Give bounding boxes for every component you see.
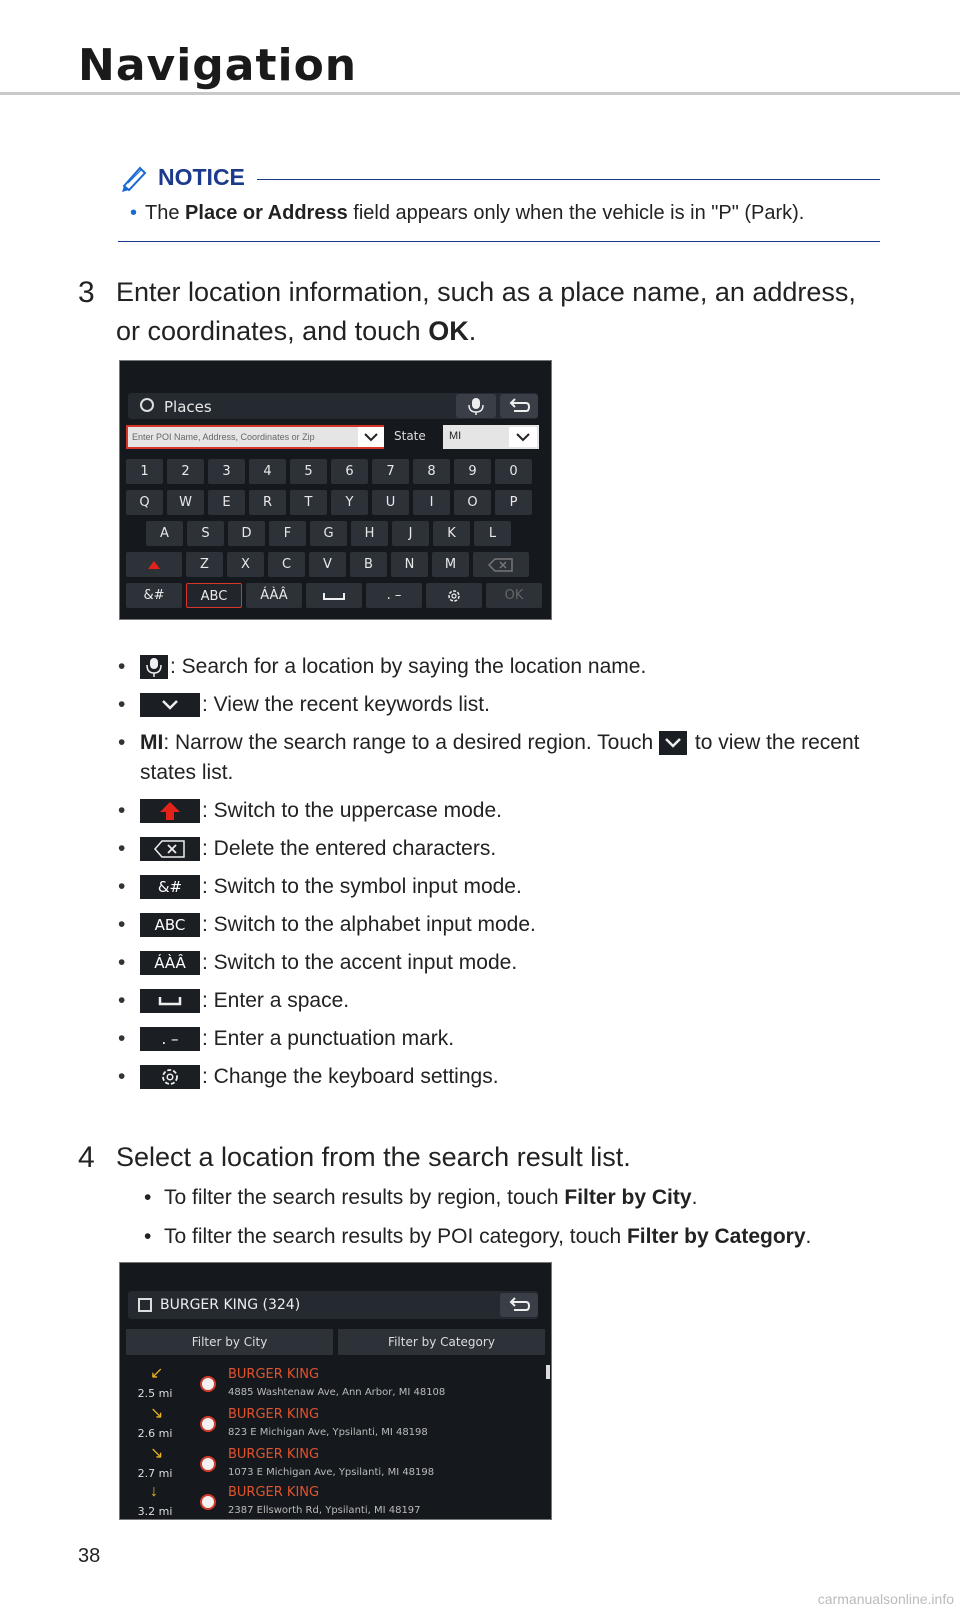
step-4	[78, 1138, 878, 1177]
recent-keywords-dropdown[interactable]	[358, 427, 384, 447]
key[interactable]: M	[432, 552, 469, 577]
key[interactable]: U	[372, 490, 409, 515]
space-key[interactable]	[306, 583, 362, 608]
key[interactable]: Z	[186, 552, 223, 577]
pencil-icon	[118, 162, 152, 192]
step-text: Enter location information, such as a place name, an address, or coordinates, and touch OK.	[116, 277, 856, 346]
list-item: • : View the recent keywords list.	[118, 690, 898, 720]
microphone-button[interactable]	[456, 394, 496, 418]
accent-mode-icon: ÁÀÂ	[140, 951, 200, 975]
result-row[interactable]	[128, 1483, 538, 1520]
chevron-down-icon	[509, 427, 537, 447]
result-name: BURGER KING	[228, 1367, 320, 1382]
key[interactable]: A	[146, 521, 183, 546]
gear-icon	[446, 588, 462, 604]
key[interactable]: Q	[126, 490, 163, 515]
key[interactable]: 4	[249, 459, 286, 484]
step-text: Select a location from the search result list.	[116, 1142, 631, 1172]
key-row-q	[126, 490, 536, 515]
list-item: • . – : Enter a punctuation mark.	[118, 1024, 898, 1054]
result-address: 4885 Washtenaw Ave, Ann Arbor, MI 48108	[228, 1387, 446, 1398]
key[interactable]: E	[208, 490, 245, 515]
key-row-z	[126, 552, 533, 577]
microphone-icon	[140, 655, 168, 679]
key[interactable]: B	[350, 552, 387, 577]
space-icon	[140, 989, 200, 1013]
alphabet-mode-icon: ABC	[140, 913, 200, 937]
key[interactable]: 8	[413, 459, 450, 484]
back-button[interactable]	[500, 1293, 538, 1317]
key[interactable]: O	[454, 490, 491, 515]
list-item: • ABC : Switch to the alphabet input mode.	[118, 910, 898, 940]
header-divider	[0, 92, 960, 95]
symbol-mode-icon: &#	[140, 875, 200, 899]
key[interactable]: K	[433, 521, 470, 546]
search-results-screen	[119, 1262, 552, 1520]
settings-key[interactable]	[426, 583, 482, 608]
footer-watermark: carmanualsonline.info	[817, 1591, 954, 1607]
list-item: • : Search for a location by saying the location name.	[118, 652, 898, 682]
poi-search-input[interactable]: Enter POI Name, Address, Coordinates or Zip	[126, 425, 384, 449]
notice-bottom-rule	[118, 241, 880, 242]
symbol-mode-key[interactable]: &#	[126, 583, 182, 608]
key[interactable]: S	[187, 521, 224, 546]
key[interactable]: D	[228, 521, 265, 546]
direction-arrow-icon: ↘	[150, 1445, 164, 1462]
result-distance: 2.6 mi	[137, 1427, 173, 1440]
step-3	[78, 273, 878, 351]
list-item: • To filter the search results by POI category, touch Filter by Category.	[144, 1222, 904, 1252]
direction-arrow-icon: ↘	[150, 1405, 164, 1422]
step-number: 4	[78, 1141, 95, 1174]
burger-king-logo-icon	[200, 1456, 216, 1472]
filter-by-category-button[interactable]: Filter by Category	[338, 1329, 545, 1355]
back-icon	[500, 394, 538, 418]
key[interactable]: R	[249, 490, 286, 515]
key-row-a	[146, 521, 515, 546]
search-icon	[140, 398, 154, 412]
punctuation-icon: . –	[140, 1027, 200, 1051]
list-item: • : Enter a space.	[118, 986, 898, 1016]
key[interactable]: L	[474, 521, 511, 546]
key[interactable]: 6	[331, 459, 368, 484]
key[interactable]: 7	[372, 459, 409, 484]
icon-descriptions	[118, 652, 898, 1100]
direction-arrow-icon: ↙	[150, 1365, 164, 1382]
list-item: • : Switch to the uppercase mode.	[118, 796, 898, 826]
key[interactable]: W	[167, 490, 204, 515]
list-item: • To filter the search results by region, touch Filter by City.	[144, 1183, 904, 1213]
notice-title: NOTICE	[158, 163, 245, 190]
results-header	[128, 1291, 538, 1319]
chevron-down-icon	[140, 693, 200, 717]
page-number: 38	[78, 1545, 101, 1567]
key[interactable]: P	[495, 490, 532, 515]
list-search-icon	[138, 1298, 152, 1312]
shift-icon	[140, 799, 200, 823]
key[interactable]: Y	[331, 490, 368, 515]
delete-key[interactable]	[473, 552, 529, 577]
key[interactable]: 3	[208, 459, 245, 484]
result-address: 2387 Ellsworth Rd, Ypsilanti, MI 48197	[228, 1505, 421, 1516]
key-row-numbers	[126, 459, 536, 484]
result-row[interactable]	[128, 1405, 538, 1445]
state-dropdown[interactable]	[509, 427, 537, 447]
result-address: 1073 E Michigan Ave, Ypsilanti, MI 48198	[228, 1467, 435, 1478]
space-icon	[322, 591, 346, 601]
result-address: 823 E Michigan Ave, Ypsilanti, MI 48198	[228, 1427, 428, 1438]
scrollbar[interactable]	[546, 1365, 550, 1379]
burger-king-logo-icon	[200, 1494, 216, 1510]
result-name: BURGER KING	[228, 1447, 320, 1462]
key[interactable]: 2	[167, 459, 204, 484]
chevron-down-icon	[358, 427, 384, 447]
shift-key[interactable]	[126, 552, 182, 577]
key[interactable]: 5	[290, 459, 327, 484]
key[interactable]: N	[391, 552, 428, 577]
notice-box	[118, 160, 880, 242]
key[interactable]: X	[227, 552, 264, 577]
accent-mode-key[interactable]: ÁÀÂ	[246, 583, 302, 608]
filter-by-city-button[interactable]: Filter by City	[126, 1329, 333, 1355]
state-label: State	[394, 429, 426, 443]
list-item: • : Change the keyboard settings.	[118, 1062, 898, 1092]
key[interactable]: J	[392, 521, 429, 546]
ok-key[interactable]: OK	[486, 583, 542, 608]
alphabet-mode-key[interactable]: ABC	[186, 583, 242, 608]
back-button[interactable]	[500, 394, 538, 418]
chevron-down-icon	[659, 731, 687, 755]
shift-arrow-icon	[148, 561, 160, 569]
key-row-bottom	[126, 583, 546, 608]
notice-rule	[257, 179, 880, 180]
key[interactable]: V	[309, 552, 346, 577]
state-input[interactable]: MI	[443, 425, 539, 449]
backspace-icon	[140, 837, 200, 861]
key[interactable]: I	[413, 490, 450, 515]
key[interactable]: 9	[454, 459, 491, 484]
result-distance: 2.7 mi	[137, 1467, 173, 1480]
microphone-icon	[456, 394, 496, 418]
places-header	[128, 393, 538, 419]
page-title: Navigation	[78, 40, 358, 91]
list-item: • MI: Narrow the search range to a desired region. Touch to view the recent states list.	[118, 728, 898, 788]
search-row	[126, 425, 546, 449]
list-item: • &# : Switch to the symbol input mode.	[118, 872, 898, 902]
result-distance: 3.2 mi	[137, 1505, 173, 1518]
places-screen	[119, 360, 552, 620]
key[interactable]: 1	[126, 459, 163, 484]
direction-arrow-icon: ↓	[150, 1483, 158, 1500]
step-number: 3	[78, 276, 95, 309]
burger-king-logo-icon	[200, 1376, 216, 1392]
result-name: BURGER KING	[228, 1407, 320, 1422]
back-icon	[500, 1293, 538, 1317]
result-name: BURGER KING	[228, 1485, 320, 1500]
result-row[interactable]	[128, 1445, 538, 1485]
key[interactable]: C	[268, 552, 305, 577]
result-distance: 2.5 mi	[137, 1387, 173, 1400]
result-row[interactable]	[128, 1365, 538, 1405]
list-item: • : Delete the entered characters.	[118, 834, 898, 864]
list-item: • ÁÀÂ : Switch to the accent input mode.	[118, 948, 898, 978]
key[interactable]: T	[290, 490, 327, 515]
key[interactable]: F	[269, 521, 306, 546]
gear-icon	[140, 1065, 200, 1089]
places-title: Places	[164, 398, 212, 416]
key[interactable]: H	[351, 521, 388, 546]
key[interactable]: G	[310, 521, 347, 546]
notice-text: • The Place or Address field appears only when the vehicle is in "P" (Park).	[130, 202, 805, 224]
burger-king-logo-icon	[200, 1416, 216, 1432]
backspace-icon	[488, 558, 514, 572]
results-title: BURGER KING (324)	[160, 1297, 301, 1313]
punctuation-key[interactable]: . –	[366, 583, 422, 608]
key[interactable]: 0	[495, 459, 532, 484]
